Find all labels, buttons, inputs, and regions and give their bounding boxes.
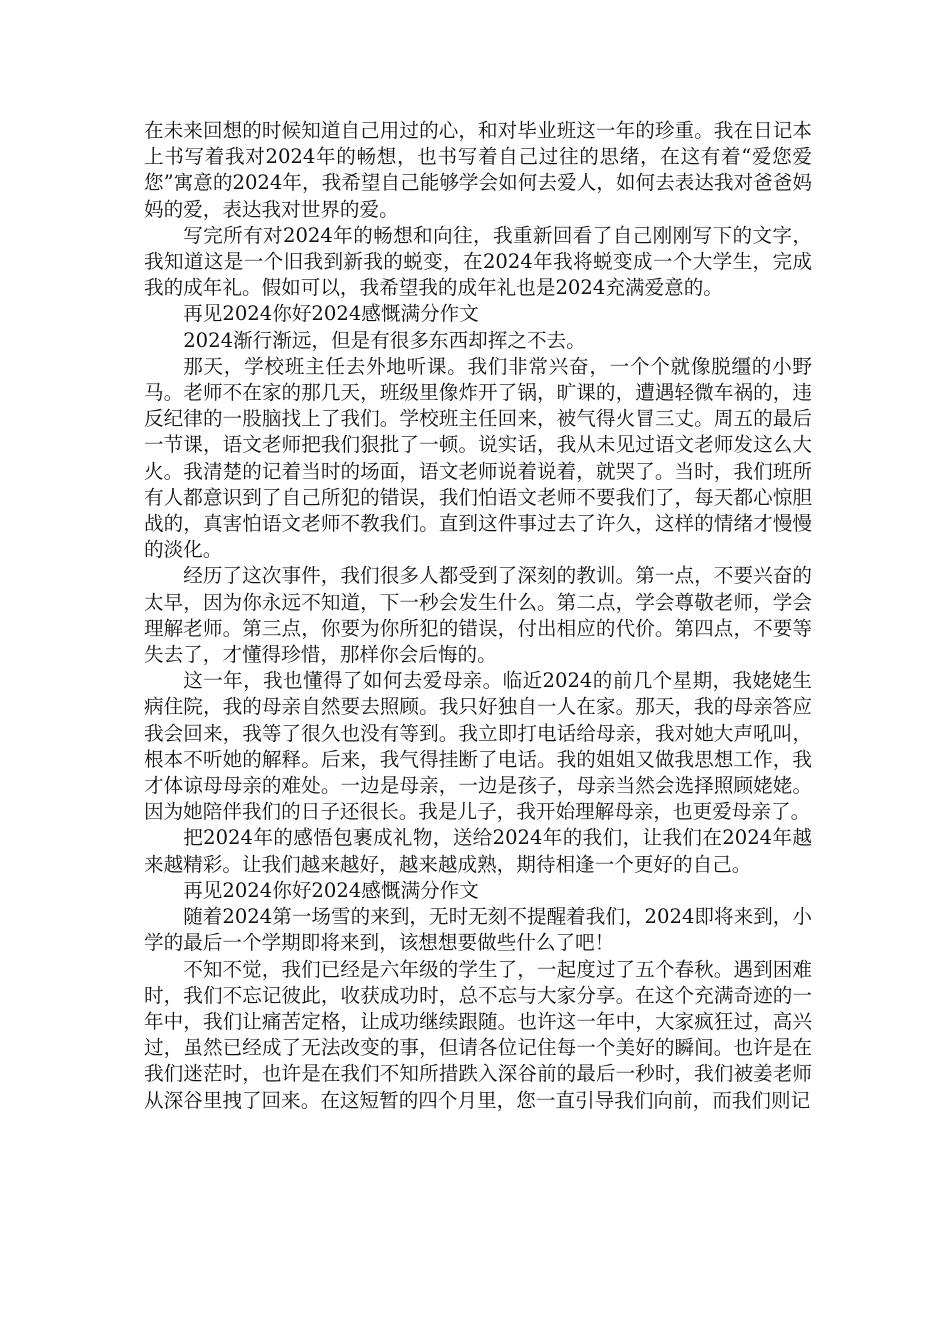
paragraph: 不知不觉，我们已经是六年级的学生了，一起度过了五个春秋。遇到困难时，我们不忘记彼此，收获成功时，总不忘与大家分享。在这个充满奇迹的一年中，我们让痛苦定格，让成功继续跟随。也许这一年中，大家疯狂过，高兴过，虽然已经成了无法改变的事，但请各位记住每一个美好的瞬间。也许是在我们迷茫时，也许是在我们不知所措跌入深谷前的最后一秒时，我们被姜老师从深谷里拽了回来。在这短暂的四个月里，您一直引导我们向前，而我们则记 [144, 957, 812, 1112]
paragraph: 这一年，我也懂得了如何去爱母亲。临近2024的前几个星期，我姥姥生病住院，我的母亲自然要去照顾。我只好独自一人在家。那天，我的母亲答应我会回来，我等了很久也没有等到。我立即打电话给母亲，我对她大声吼叫，根本不听她的解释。后来，我气得挂断了电话。我的姐姐又做我思想工作，我才体谅母母亲的难处。一边是母亲，一边是孩子，母亲当然会选择照顾姥姥。因为她陪伴我们的日子还很长。我是儿子，我开始理解母亲，也更爱母亲了。 [144, 669, 812, 824]
document-page [144, 118, 812, 1114]
paragraph: 那天，学校班主任去外地听课。我们非常兴奋，一个个就像脱缰的小野马。老师不在家的那几天，班级里像炸开了锅，旷课的，遭遇轻微车祸的，违反纪律的一股脑找上了我们。学校班主任回来，被气得火冒三丈。周五的最后一节课，语文老师把我们狠批了一顿。说实话，我从未见过语文老师发这么大火。我清楚的记着当时的场面，语文老师说着说着，就哭了。当时，我们班所有人都意识到了自己所犯的错误，我们怕语文老师不要我们了，每天都心惊胆战的，真害怕语文老师不教我们。直到这件事过去了许久，这样的情绪才慢慢的淡化。 [144, 354, 812, 562]
paragraph: 2024渐行渐远，但是有很多东西却挥之不去。 [183, 328, 586, 352]
paragraph: 经历了这次事件，我们很多人都受到了深刻的教训。第一点，不要兴奋的太早，因为你永远不知道，下一秒会发生什么。第二点，学会尊敬老师，学会理解老师。第三点，你要为你所犯的错误，付出相应的代价。第四点，不要等失去了，才懂得珍惜，那样你会后悔的。 [144, 564, 812, 667]
paragraph: 把2024年的感悟包裹成礼物，送给2024年的我们，让我们在2024年越来越精彩。让我们越来越好，越来越成熟，期待相逢一个更好的自己。 [144, 826, 812, 876]
paragraph: 随着2024第一场雪的来到，无时无刻不提醒着我们，2024即将来到，小学的最后一个学期即将来到，该想想要做些什么了吧！ [144, 905, 812, 955]
paragraph: 在未来回想的时候知道自己用过的心，和对毕业班这一年的珍重。我在日记本上书写着我对2024年的畅想，也书写着自己过往的思绪，在这有着“爱您爱您”寓意的2024年，我希望自己能够学会如何去爱人，如何去表达我对爸爸妈妈的爱，表达我对世界的爱。 [144, 119, 812, 221]
essay-title: 再见2024你好2024感慨满分作文 [183, 302, 479, 326]
paragraph: 写完所有对2024年的畅想和向往，我重新回看了自己刚刚写下的文字，我知道这是一个旧我到新我的蜕变，在2024年我将蜕变成一个大学生，完成我的成年礼。假如可以，我希望我的成年礼也是2024充满爱意的。 [144, 223, 812, 300]
essay-title: 再见2024你好2024感慨满分作文 [183, 878, 479, 902]
